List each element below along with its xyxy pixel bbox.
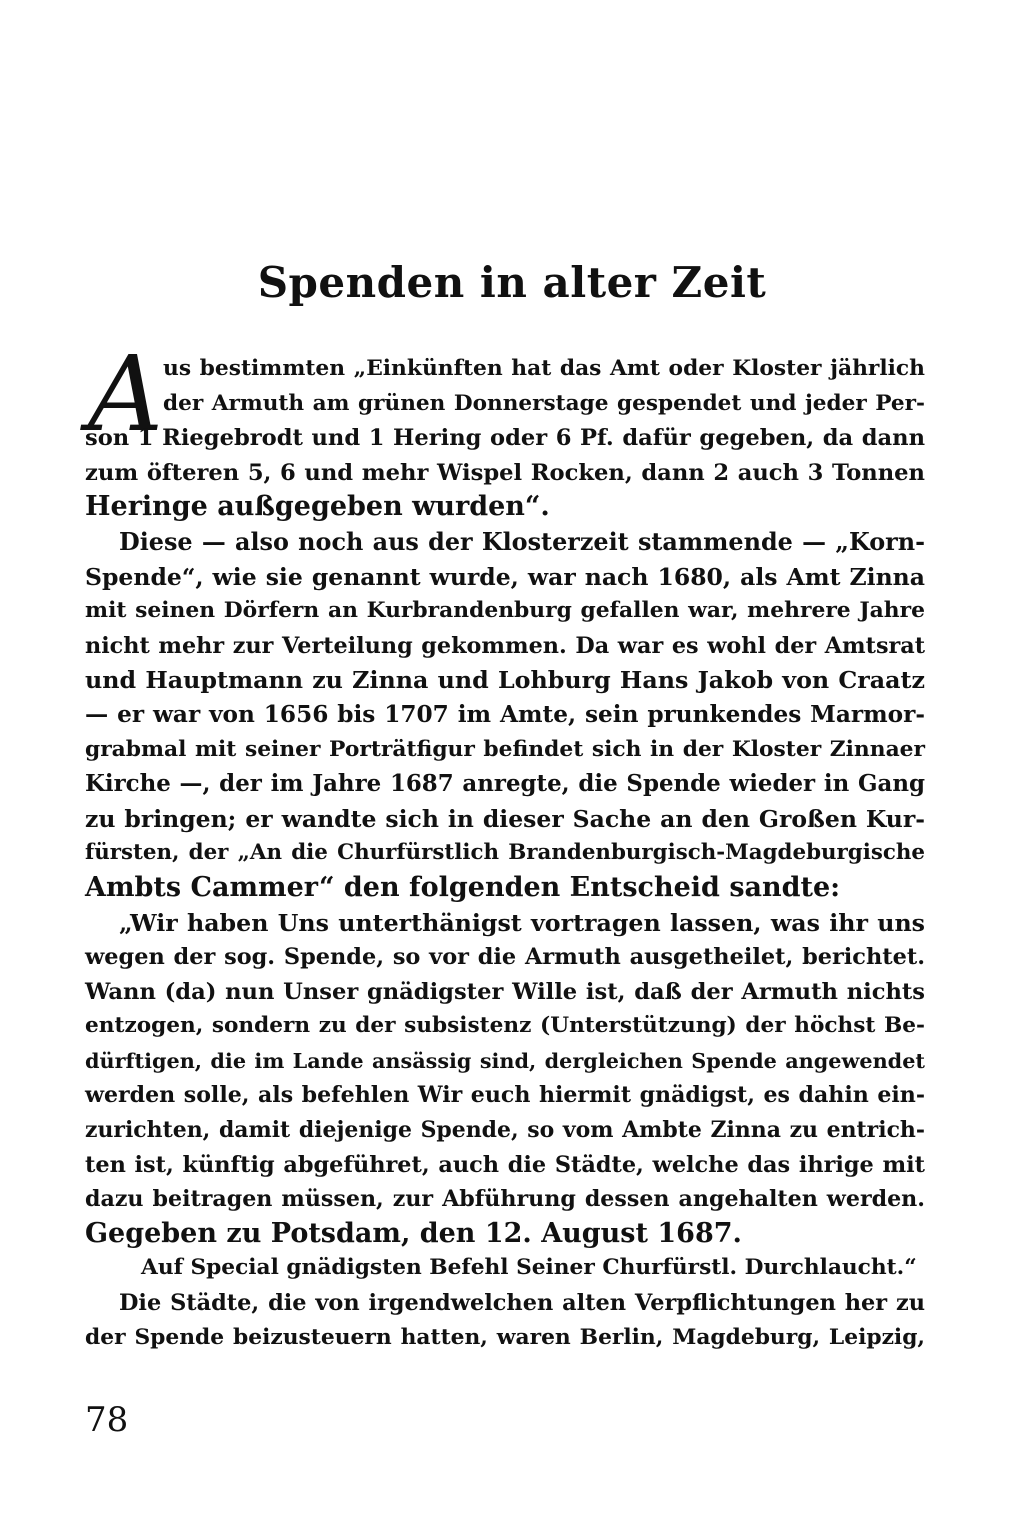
text-line: der Spende beizusteuern hatten, waren Berlin, Magdeburg, Leipzig,	[85, 1324, 925, 1350]
body-text	[85, 352, 925, 1355]
text-line: nicht mehr zur Verteilung gekommen. Da war es wohl der Amtsrat	[85, 632, 925, 659]
text-line: zu bringen; er wandte sich in dieser Sache an den Großen Kur-	[85, 804, 925, 833]
text-line: Heringe außgegeben wurden“.	[85, 491, 550, 523]
text-line: son 1 Riegebrodt und 1 Hering oder 6 Pf. dafür gegeben, da dann	[85, 425, 925, 452]
text-line: dazu beitragen müssen, zur Abführung dessen angehalten werden.	[85, 1186, 925, 1213]
text-line: wegen der sog. Spende, so vor die Armuth ausgetheilet, berichtet.	[85, 944, 925, 971]
text-line: fürsten, der „An die Churfürstlich Brandenburgisch-Magdeburgische	[85, 840, 925, 866]
text-line: Wann (da) nun Unser gnädigster Wille ist, daß der Armuth nichts	[85, 978, 925, 1005]
text-line: Die Städte, die von irgendwelchen alten Verpflichtungen her zu	[119, 1290, 925, 1317]
text-line: Gegeben zu Potsdam, den 12. August 1687.	[85, 1217, 742, 1249]
text-line: Auf Special gnädigsten Befehl Seiner Churfürstl. Durchlaucht.“	[141, 1255, 917, 1281]
text-line: Diese — also noch aus der Klosterzeit stammende — „Korn-	[119, 527, 925, 556]
text-line: us bestimmten „Einkünften hat das Amt oder Kloster jährlich	[163, 356, 925, 381]
text-line: „Wir haben Uns unterthänigst vortragen lassen, was ihr uns	[119, 908, 925, 937]
text-line: zurichten, damit diejenige Spende, so vom Ambte Zinna zu entrich-	[85, 1117, 925, 1144]
text-line: Spende“, wie sie genannt wurde, war nach 1680, als Amt Zinna	[85, 562, 925, 591]
text-line: zum öfteren 5, 6 und mehr Wispel Rocken, dann 2 auch 3 Tonnen	[85, 459, 925, 486]
text-line: dürftigen, die im Lande ansässig sind, dergleichen Spende angewendet	[85, 1047, 925, 1073]
chapter-title: Spenden in alter Zeit	[257, 258, 767, 307]
text-line: der Armuth am grünen Donnerstage gespendet und jeder Per-	[163, 390, 925, 416]
text-line: grabmal mit seiner Porträtfigur befindet sich in der Kloster Zinnaer	[85, 736, 925, 762]
text-line: entzogen, sondern zu der subsistenz (Unterstützung) der höchst Be-	[85, 1013, 925, 1039]
text-line: — er war von 1656 bis 1707 im Amte, sein prunkendes Marmor-	[85, 700, 925, 728]
text-line: ten ist, künftig abgeführet, auch die Städte, welche das ihrige mit	[85, 1151, 925, 1178]
text-line: und Hauptmann zu Zinna und Lohburg Hans Jakob von Craatz	[85, 666, 925, 695]
text-line: Ambts Cammer“ den folgenden Entscheid sandte:	[85, 871, 841, 903]
page-number: 78	[85, 1400, 129, 1440]
text-line: werden solle, als befehlen Wir euch hiermit gnädigst, es dahin ein-	[85, 1082, 925, 1109]
text-line: Kirche —, der im Jahre 1687 anregte, die Spende wieder in Gang	[85, 770, 925, 798]
drop-cap: A	[88, 333, 164, 455]
text-line: mit seinen Dörfern an Kurbrandenburg gefallen war, mehrere Jahre	[85, 598, 925, 624]
